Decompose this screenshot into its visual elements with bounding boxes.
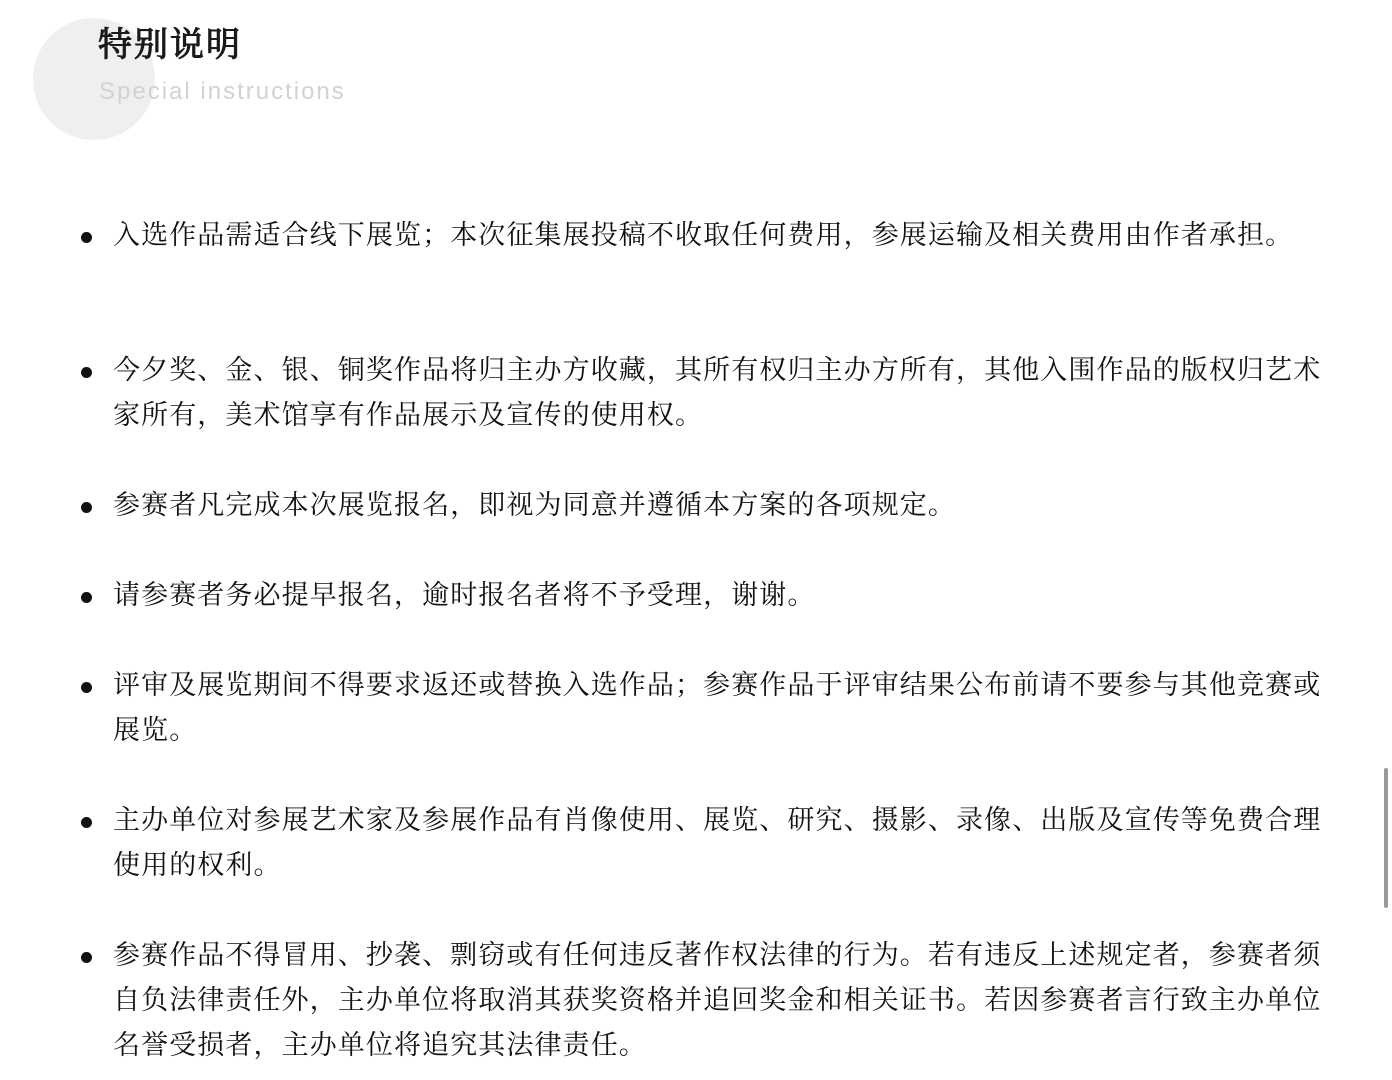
rule-text: 今夕奖、金、银、铜奖作品将归主办方收藏，其所有权归主办方所有，其他入围作品的版权归艺术家所有，美术馆享有作品展示及宣传的使用权。 (113, 355, 1322, 431)
rule-text: 评审及展览期间不得要求返还或替换入选作品；参赛作品于评审结果公布前请不要参与其他竞赛或展览。 (113, 670, 1322, 746)
scrollbar[interactable] (1384, 768, 1388, 908)
section-subtitle: Special instructions (99, 78, 346, 105)
bullet-icon (81, 952, 92, 963)
rule-text: 主办单位对参展艺术家及参展作品有肖像使用、展览、研究、摄影、录像、出版及宣传等免费合理使用的权利。 (113, 805, 1322, 881)
bullet-icon (81, 682, 92, 693)
rule-text: 请参赛者务必提早报名，逾时报名者将不予受理，谢谢。 (113, 580, 816, 611)
rule-text: 参赛作品不得冒用、抄袭、剽窃或有任何违反著作权法律的行为。若有违反上述规定者，参赛者须自负法律责任外，主办单位将取消其获奖资格并追回奖金和相关证书。若因参赛者言行致主办单位名誉受损者，主办单位将追究其法律责任。 (113, 940, 1322, 1061)
bullet-icon (81, 232, 92, 243)
bullet-icon (81, 817, 92, 828)
rule-text: 入选作品需适合线下展览；本次征集展投稿不收取任何费用，参展运输及相关费用由作者承担。 (113, 220, 1294, 251)
section-title: 特别说明 (98, 25, 242, 65)
bullet-icon (81, 592, 92, 603)
rule-text: 参赛者凡完成本次展览报名，即视为同意并遵循本方案的各项规定。 (113, 490, 956, 521)
bullet-icon (81, 367, 92, 378)
bullet-icon (81, 502, 92, 513)
